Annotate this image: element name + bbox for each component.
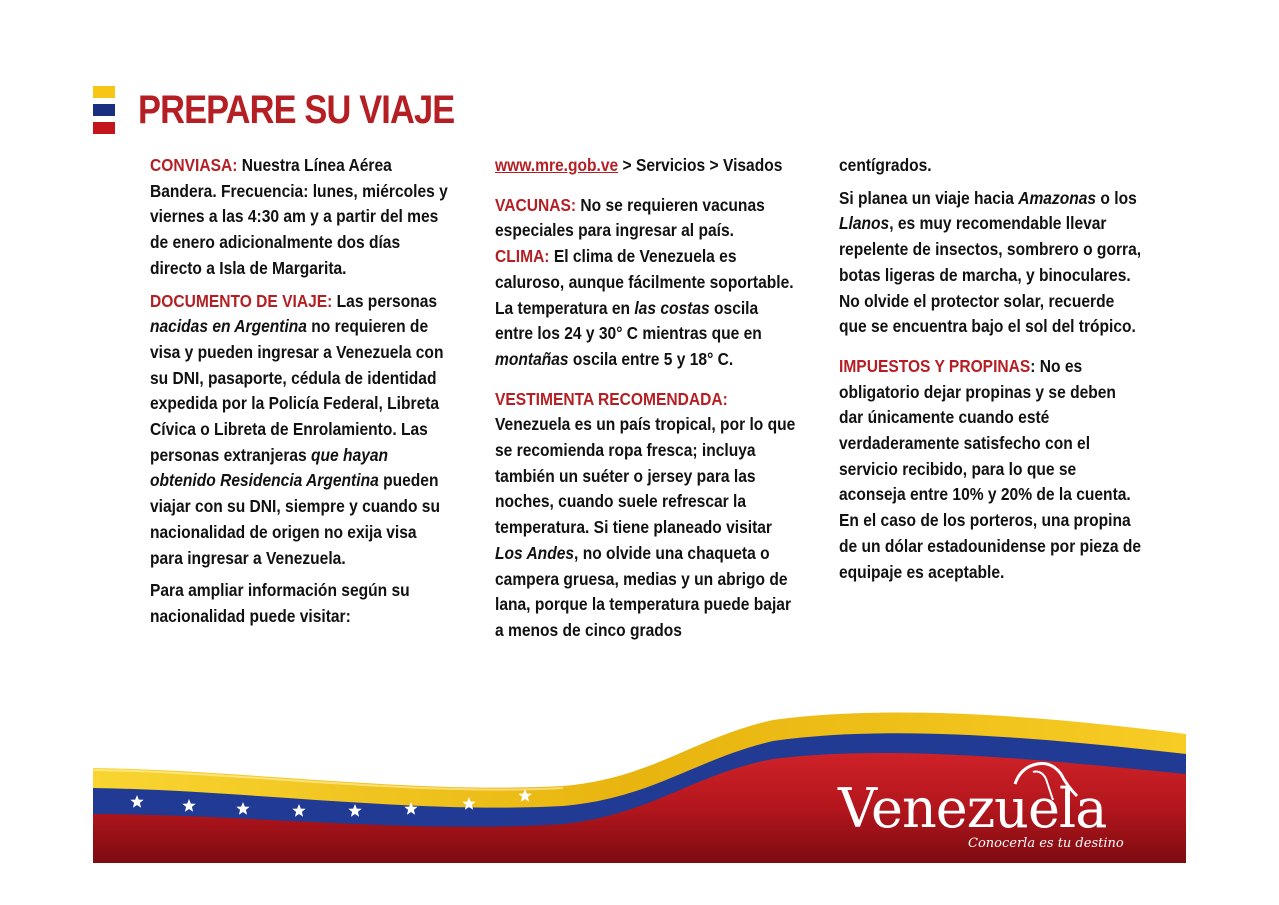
logo-slogan: Conocerla es tu destino: [968, 836, 1124, 851]
vacunas-text: No se requieren vacunas especiales para ingresar al país.: [495, 194, 765, 241]
tax-paragraph: [839, 354, 1142, 585]
clima-text: oscila entre 5 y 18° C.: [568, 348, 734, 369]
flag-mark: [93, 86, 115, 140]
vacunas-label: VACUNAS:: [495, 194, 577, 215]
mre-link[interactable]: www.mre.gob.ve: [495, 155, 619, 175]
vestimenta-text: Venezuela es un país tropical, por lo que se recomienda ropa fresca; incluya también un suéter o jersey para las noches, cuando suele refrescar la temperatura. Si tiene planeado visitar: [495, 414, 796, 538]
document-paragraph: [150, 289, 453, 572]
trip-paragraph: [839, 186, 1142, 340]
flag-stripe-blue: [93, 104, 115, 116]
clima-paragraph: [495, 244, 798, 373]
trip-italic: Amazonas: [1018, 187, 1097, 208]
document-italic: nacidas en Argentina: [150, 316, 307, 337]
vestimenta-paragraph: [495, 387, 798, 644]
trip-text: o los: [1096, 187, 1137, 208]
document-text: no requieren de visa y pueden ingresar a Venezuela con su DNI, pasaporte, cédula de identidad expedida por la Policía Federal, Libreta Cívica o Libreta de Enrolamiento. Las personas extranjeras: [150, 316, 444, 465]
vestimenta-text: , no olvide una chaqueta o campera gruesa, medias y un abrigo de lana, porque la temperatura puede bajar a menos de cinco grados: [495, 542, 792, 640]
clima-italic: montañas: [495, 348, 569, 369]
tax-text: : No es obligatorio dejar propinas y se deben dar únicamente cuando esté verdaderamente satisfecho con el servicio recibido, para lo que se aconseja entre 10% y 20% de la cuenta. En el caso de los porteros, una propina de un dólar estadounidense por pieza de equipaje es aceptable.: [839, 355, 1142, 582]
column-2: [495, 153, 835, 651]
vestimenta-italic: Los Andes: [495, 542, 575, 563]
document-text: Las personas: [332, 290, 438, 311]
conviasa-paragraph: [150, 153, 453, 282]
clima-italic: las costas: [634, 297, 710, 318]
more-info-paragraph: Para ampliar información según su nacionalidad puede visitar:: [150, 580, 410, 626]
trip-italic: Llanos: [839, 213, 890, 234]
trip-text: Si planea un viaje hacia: [839, 187, 1019, 208]
document-italic: que hayan obtenido Residencia Argentina: [150, 444, 389, 491]
link-paragraph: [495, 153, 798, 179]
continuation-text: centígrados.: [839, 155, 932, 175]
flag-stripe-red: [93, 122, 115, 134]
link-path: > Servicios > Visados: [618, 155, 783, 175]
vestimenta-label: VESTIMENTA RECOMENDADA:: [495, 388, 728, 409]
conviasa-text: Nuestra Línea Aérea Bandera. Frecuencia: lunes, miércoles y viernes a las 4:30 am y a partir del mes de enero adicionalmente dos días directo a Isla de Margarita.: [150, 155, 448, 278]
conviasa-label: CONVIASA:: [150, 155, 238, 175]
column-3: [839, 153, 1179, 592]
clima-label: CLIMA:: [495, 246, 550, 267]
document-label: DOCUMENTO DE VIAJE:: [150, 290, 333, 311]
page-title: PREPARE SU VIAJE: [138, 88, 455, 132]
trip-text: , es muy recomendable llevar repelente de insectos, sombrero o gorra, botas ligeras de marcha, y binoculares. No olvide el protector solar, recuerde que se encuentra bajo el sol del trópico.: [839, 213, 1142, 337]
tax-label: IMPUESTOS Y PROPINAS: [839, 355, 1031, 376]
venezuela-logo: Venezuela: [838, 777, 1107, 840]
clima-text: El clima de Venezuela es caluroso, aunque fácilmente soportable. La temperatura en: [495, 246, 794, 318]
vacunas-paragraph: [495, 193, 798, 244]
document-text: pueden viajar con su DNI, siempre y cuando su nacionalidad de origen no exija visa para ingresar a Venezuela.: [150, 470, 440, 568]
column-1: [150, 153, 490, 637]
flag-stripe-yellow: [93, 86, 115, 98]
clima-text: oscila entre los 24 y 30° C mientras que en: [495, 297, 762, 344]
